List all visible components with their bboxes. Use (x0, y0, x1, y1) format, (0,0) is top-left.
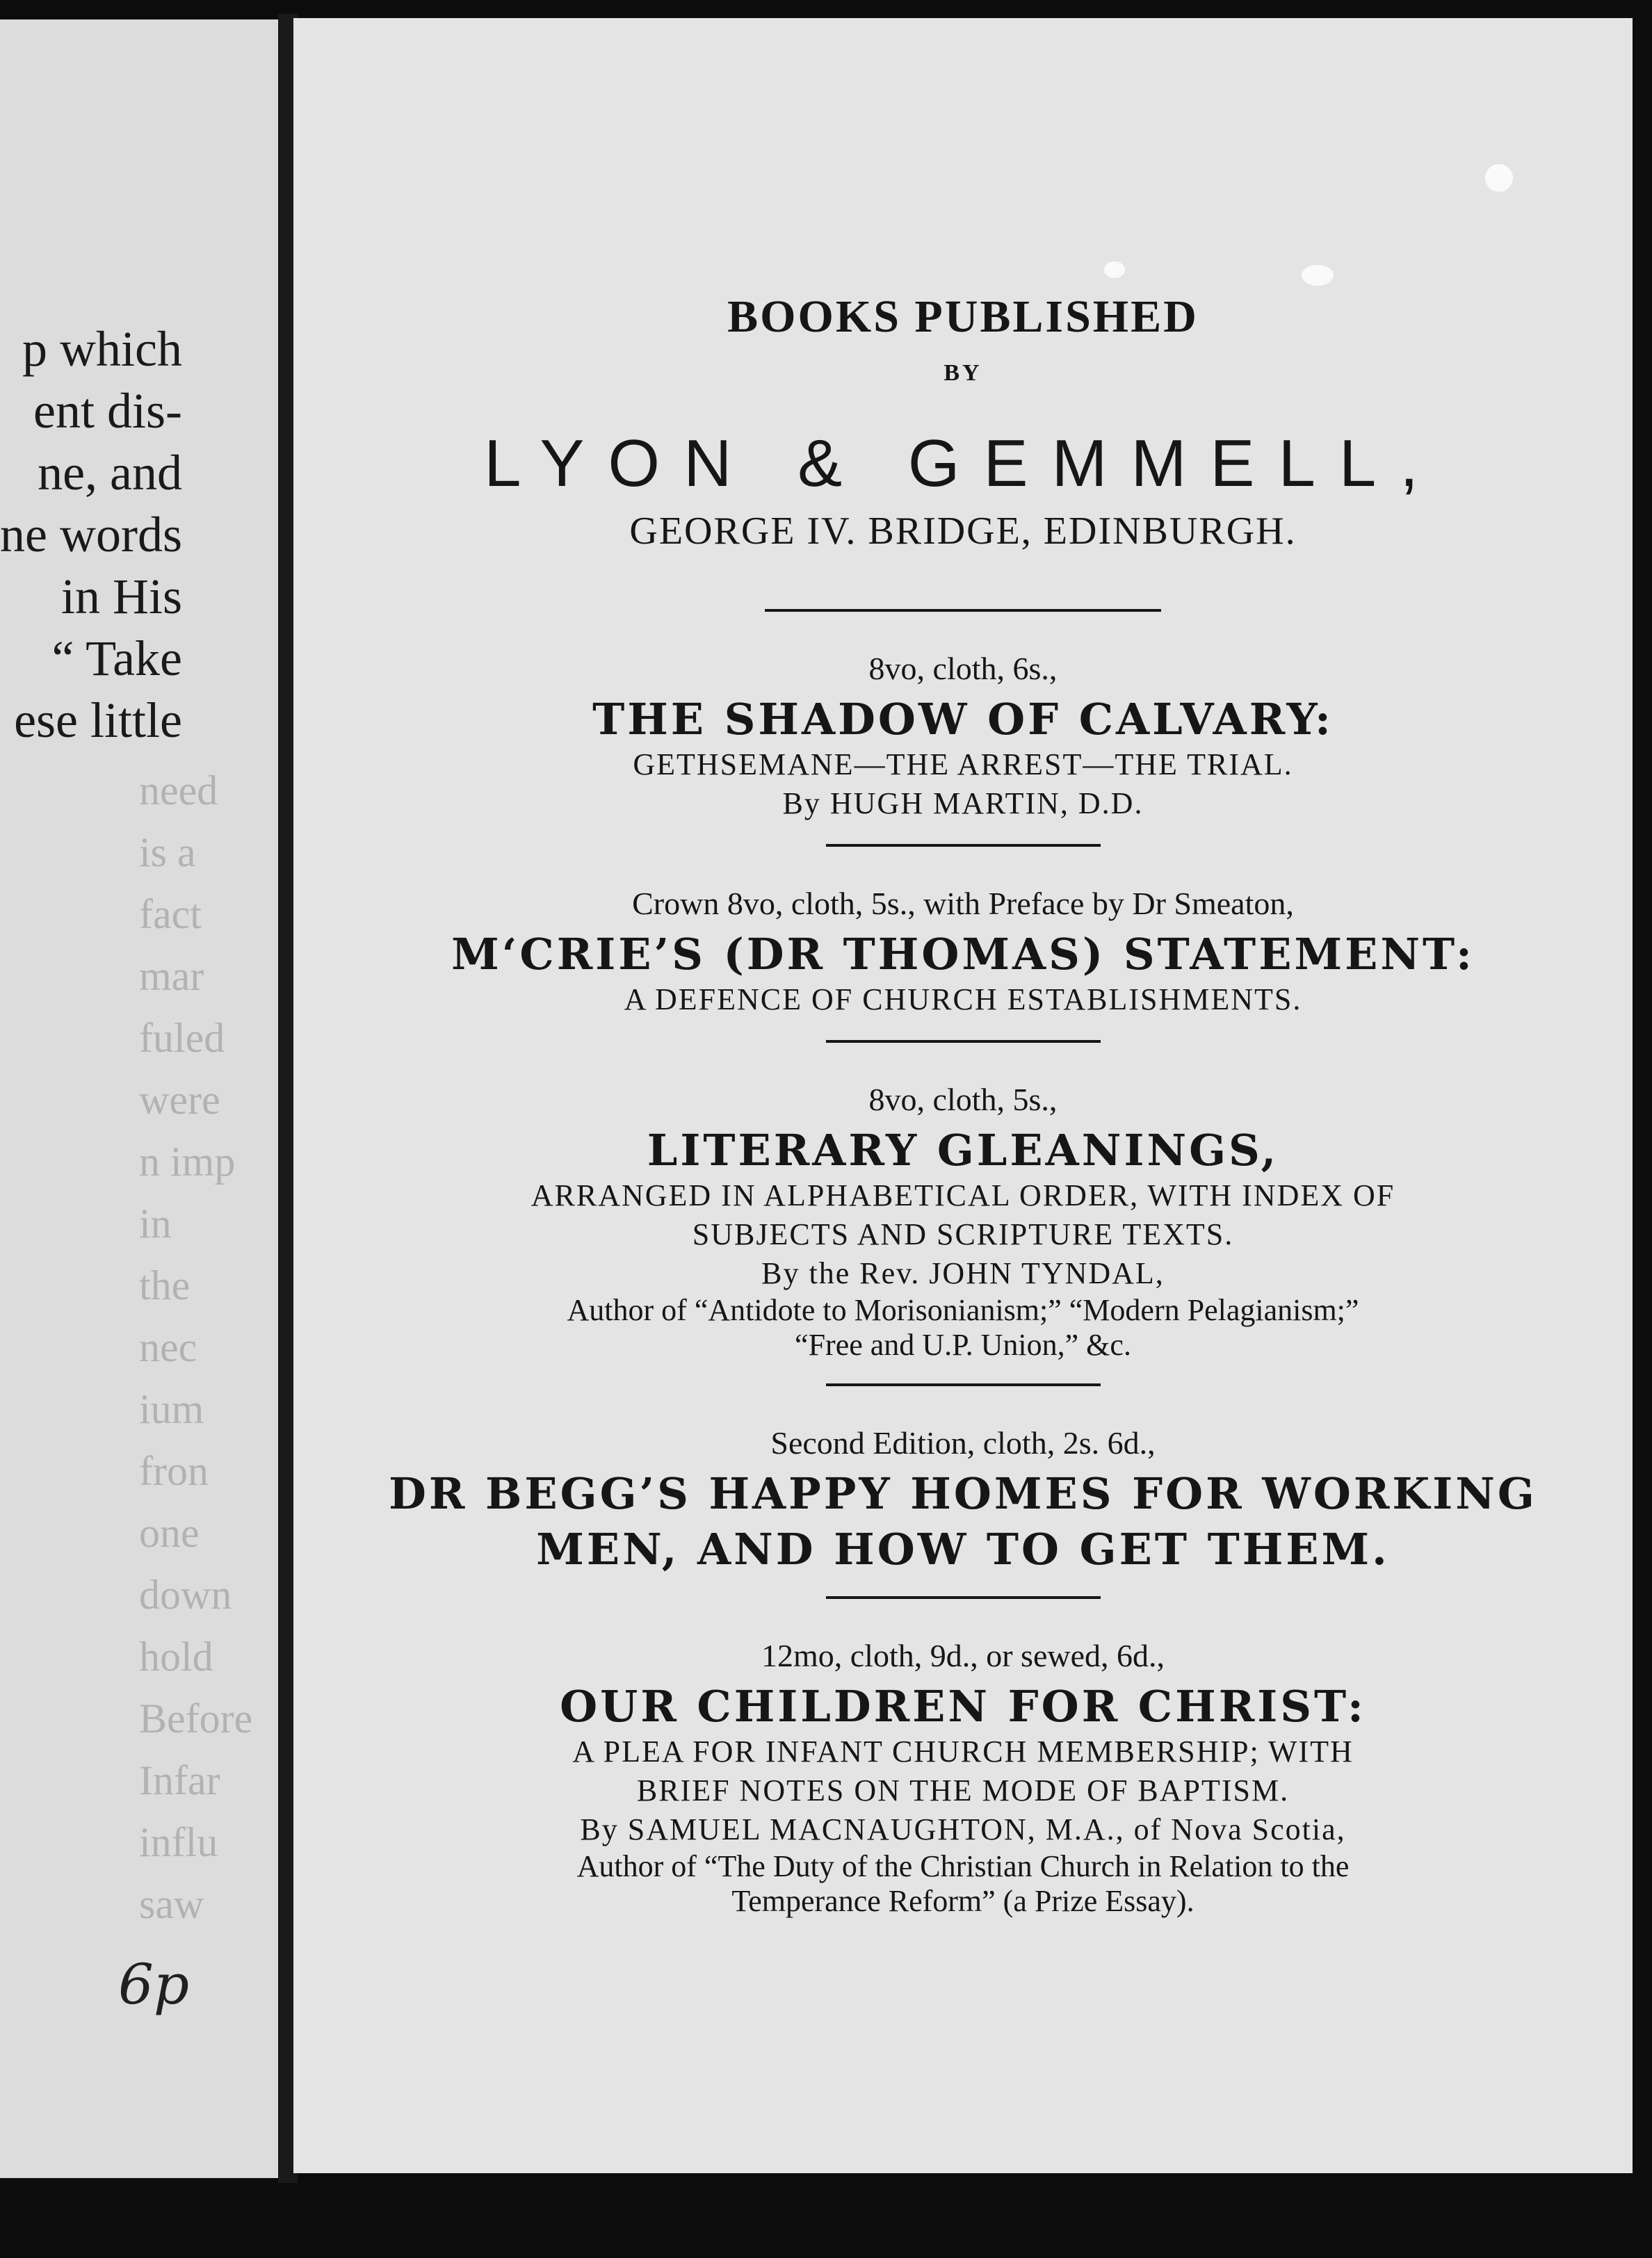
bleed-through-line: n imp (139, 1139, 236, 1185)
book-title: DR BEGG’S HAPPY HOMES FOR WORKING (389, 1468, 1537, 1519)
book-note: “Free and U.P. Union,” &c. (795, 1328, 1131, 1362)
left-text-line: ne, and (38, 445, 182, 501)
left-page-text (0, 318, 182, 752)
book-note: Author of “Antidote to Morisonianism;” “Modern Pelagianism;” (567, 1293, 1359, 1327)
book-format-price: Second Edition, cloth, 2s. 6d., (770, 1425, 1156, 1461)
divider-rule (765, 609, 1161, 612)
book-entry (293, 648, 1633, 823)
bleed-through-line: saw (139, 1881, 204, 1927)
paper-speck (1302, 265, 1334, 286)
bleed-through-line: fron (139, 1448, 209, 1494)
bleed-through-line: influ (139, 1819, 218, 1865)
bleed-through-line: fact (139, 891, 202, 937)
bleed-through-line: ium (139, 1386, 204, 1432)
book-entry (293, 883, 1633, 1019)
heading-by: BY (944, 360, 982, 386)
left-text-line: “ Take (51, 631, 182, 686)
bleed-through-line: mar (139, 953, 204, 999)
bleed-through-line: nec (139, 1324, 197, 1370)
book-note: Temperance Reform” (a Prize Essay). (731, 1884, 1195, 1918)
book-subtitle: A DEFENCE OF CHURCH ESTABLISHMENTS. (624, 982, 1302, 1016)
paper-speck (1104, 261, 1125, 278)
book-title: OUR CHILDREN FOR CHRIST: (560, 1681, 1366, 1732)
book-title: THE SHADOW OF CALVARY: (592, 694, 1334, 745)
bleed-through-line: hold (139, 1634, 213, 1680)
page-heading: BOOKS PUBLISHED (727, 291, 1199, 342)
left-text-line: ese little (14, 692, 182, 748)
book-title: M‘CRIE’S (DR THOMAS) STATEMENT: (451, 929, 1475, 980)
bleed-through-line: the (139, 1262, 191, 1308)
left-text-line: p which (22, 321, 182, 377)
book-subtitle: A PLEA FOR INFANT CHURCH MEMBERSHIP; WITH (572, 1735, 1354, 1769)
book-format-price: 12mo, cloth, 9d., or sewed, 6d., (761, 1638, 1165, 1673)
book-entry (293, 1422, 1633, 1575)
book-subtitle: ARRANGED IN ALPHABETICAL ORDER, WITH INDEX OF (531, 1178, 1395, 1212)
bleed-through-line: were (139, 1077, 220, 1123)
advertisement-page (293, 18, 1633, 2173)
divider-rule (826, 1383, 1101, 1386)
bleed-through-line: Before (139, 1696, 253, 1741)
bleed-through-line: down (139, 1572, 232, 1618)
paper-speck (1485, 164, 1513, 192)
book-format-price: 8vo, cloth, 5s., (868, 1082, 1058, 1117)
book-subtitle: BRIEF NOTES ON THE MODE OF BAPTISM. (636, 1773, 1290, 1808)
bleed-through-line: is a (139, 829, 196, 875)
book-format-price: 8vo, cloth, 6s., (868, 651, 1058, 686)
bleed-through-text (139, 760, 252, 1935)
bleed-through-line: Infar (139, 1757, 220, 1803)
left-text-line: in His (60, 569, 182, 624)
publisher-address: GEORGE IV. BRIDGE, EDINBURGH. (629, 510, 1297, 553)
left-text-line: ne words (0, 507, 182, 562)
bleed-through-line: fuled (139, 1015, 225, 1061)
book-entry (293, 1635, 1633, 1919)
book-entry (293, 1079, 1633, 1363)
book-format-price: Crown 8vo, cloth, 5s., with Preface by Dr Smeaton, (632, 886, 1294, 921)
book-author: By HUGH MARTIN, D.D. (782, 786, 1144, 820)
book-author: By SAMUEL MACNAUGHTON, M.A., of Nova Scotia, (580, 1812, 1346, 1846)
book-author: By the Rev. JOHN TYNDAL, (761, 1256, 1165, 1290)
book-title: MEN, AND HOW TO GET THEM. (536, 1524, 1390, 1575)
left-text-line: ent dis- (33, 383, 182, 439)
bleed-through-line: in (139, 1201, 172, 1246)
book-title: LITERARY GLEANINGS, (647, 1125, 1279, 1176)
book-note: Author of “The Duty of the Christian Church in Relation to the (576, 1849, 1350, 1883)
bleed-through-line: need (139, 767, 218, 813)
divider-rule (826, 1596, 1101, 1599)
divider-rule (826, 844, 1101, 847)
book-list (293, 289, 1633, 1919)
divider-rule (826, 1040, 1101, 1043)
bleed-through-line: one (139, 1510, 200, 1556)
left-page-fragment (0, 19, 286, 2178)
publisher-name: LYON & GEMMELL, (484, 426, 1442, 501)
book-subtitle: SUBJECTS AND SCRIPTURE TEXTS. (692, 1217, 1234, 1251)
book-subtitle: GETHSEMANE—THE ARREST—THE TRIAL. (633, 747, 1293, 781)
handwritten-mark: 6p (118, 1952, 190, 2017)
